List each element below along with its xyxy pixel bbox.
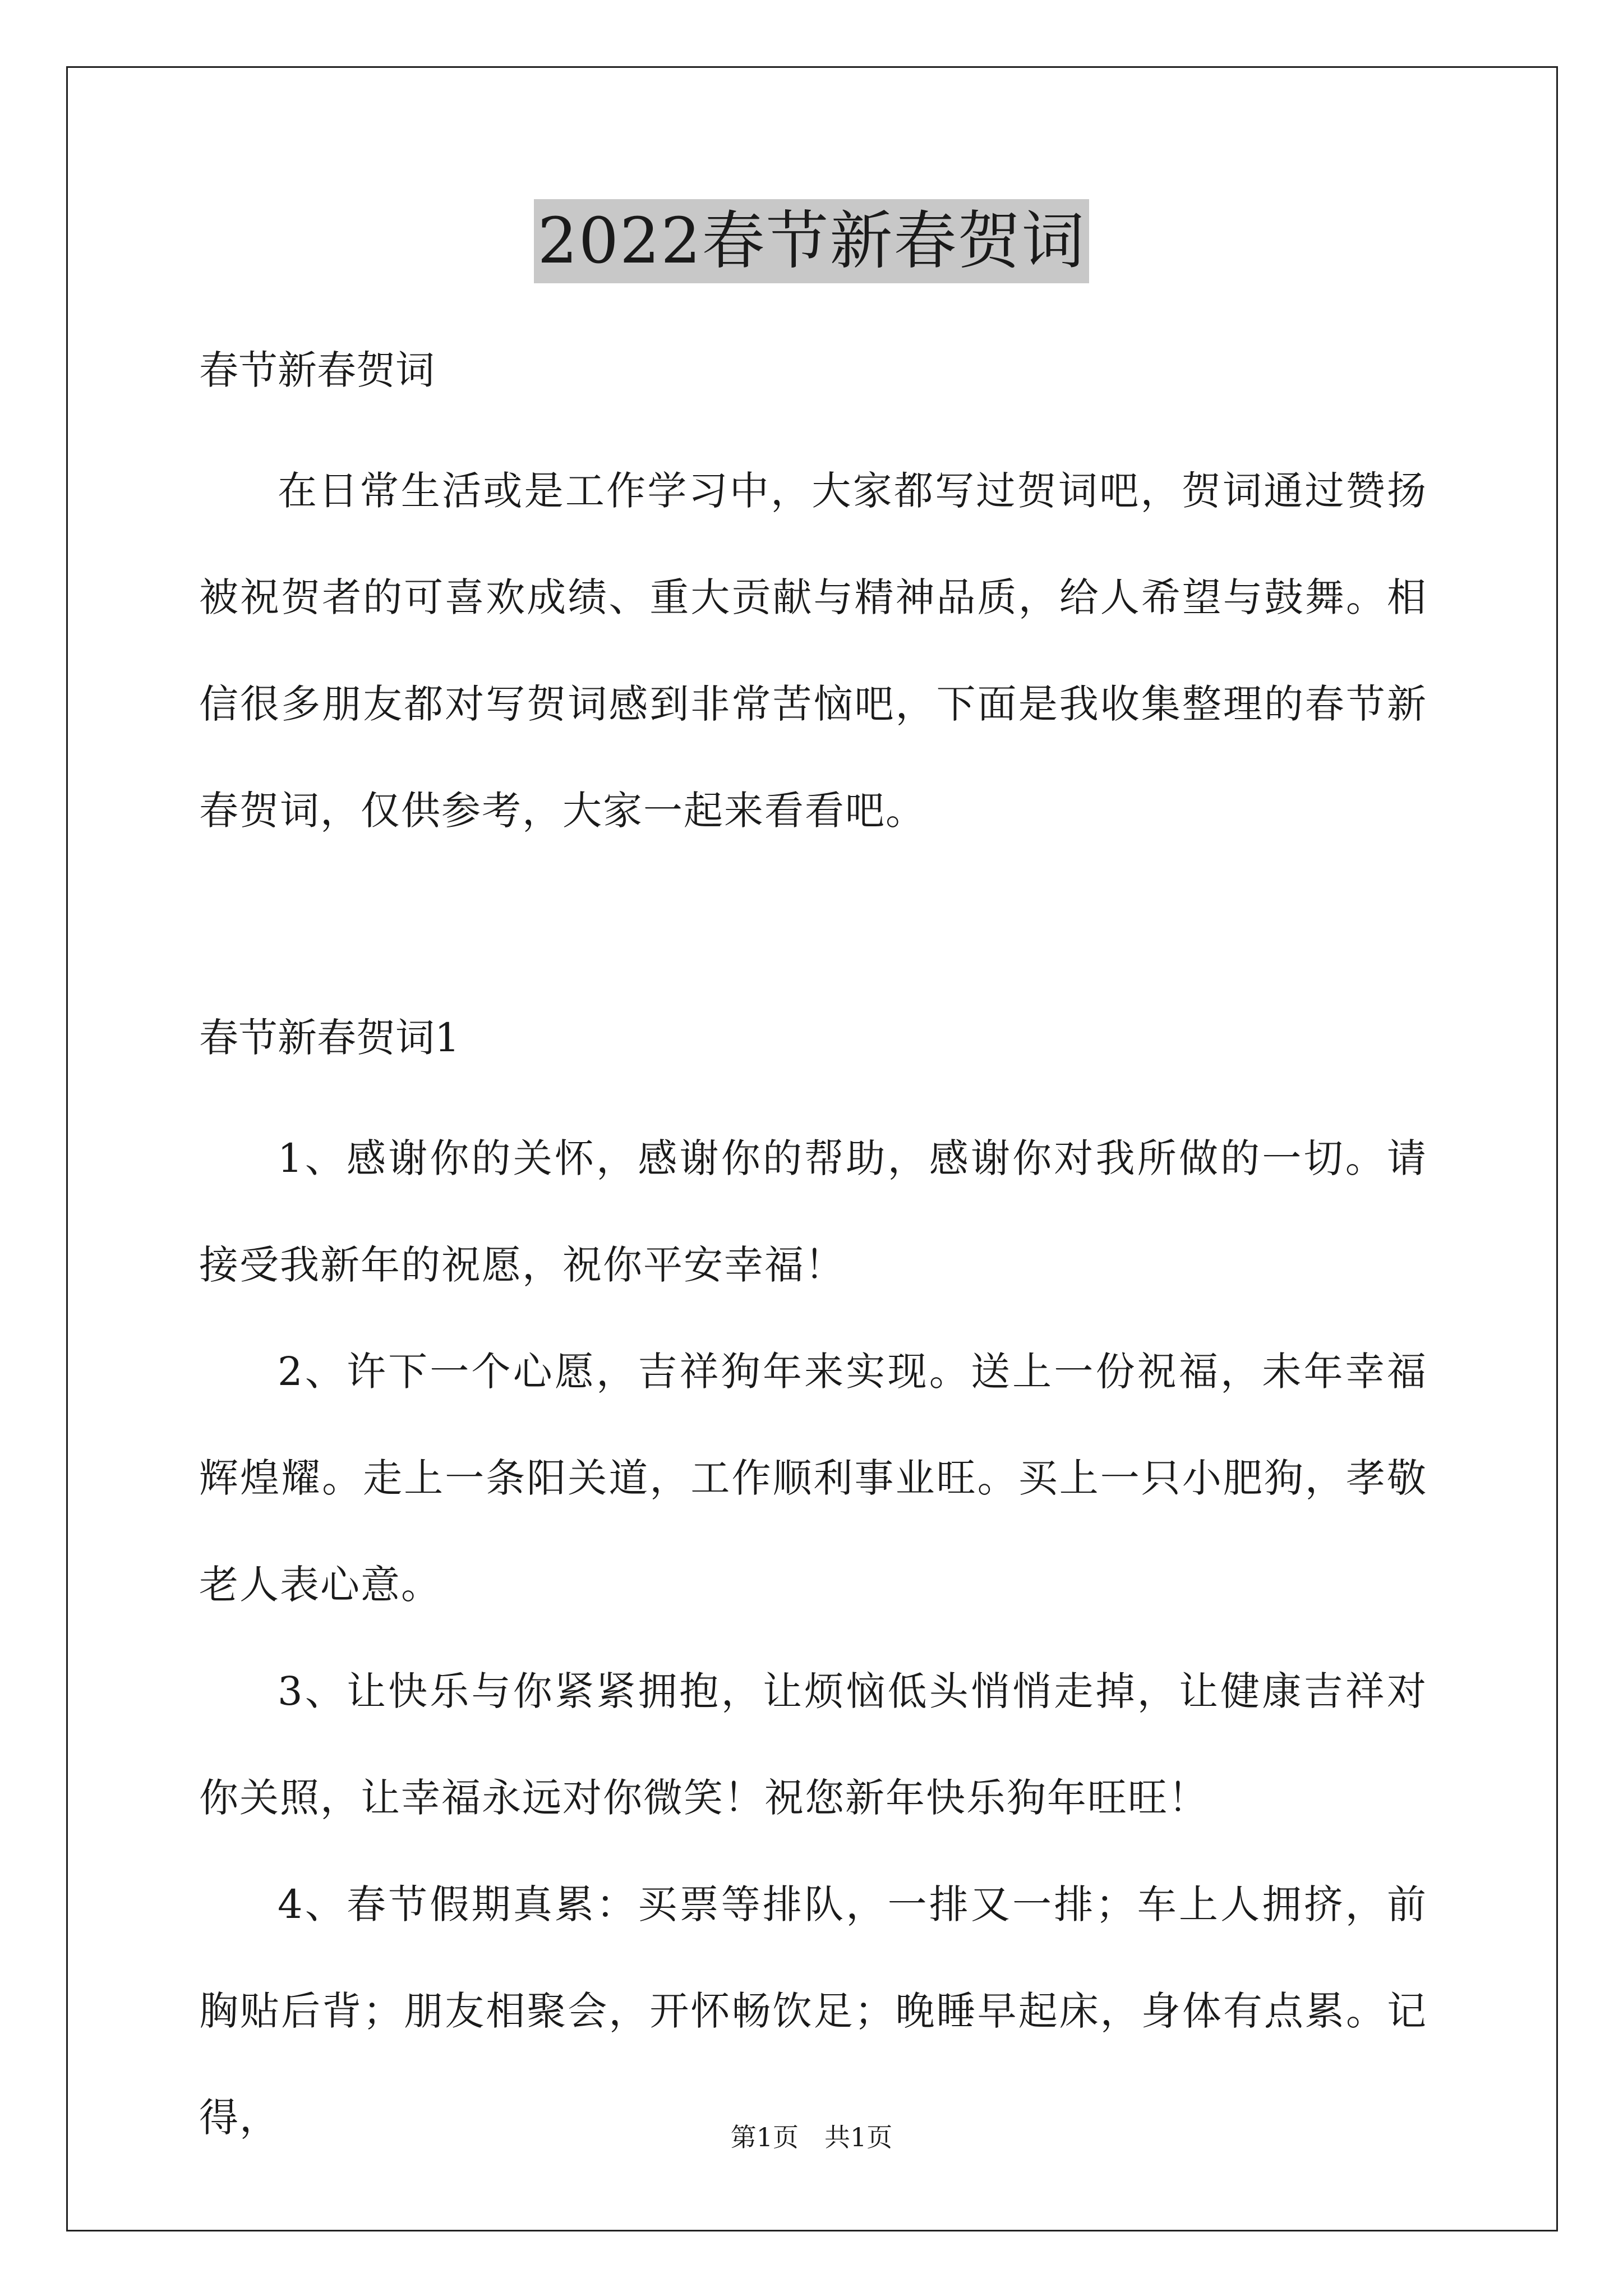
document-title: 2022春节新春贺词	[534, 199, 1089, 283]
paragraph-4: 4、春节假期真累：买票等排队，一排又一排；车上人拥挤，前胸贴后背；朋友相聚会，开怀畅饮足；晚睡早起床，身体有点累。记得，	[199, 1881, 1427, 2141]
paragraph-1: 1、感谢你的关怀，感谢你的帮助，感谢你对我所做的一切。请接受我新年的祝愿，祝你平安幸福！	[199, 1135, 1427, 1288]
paragraph-2: 2、许下一个心愿，吉祥狗年来实现。送上一份祝福，未年幸福辉煌耀。走上一条阳关道，工作顺利事业旺。买上一只小肥狗，孝敬老人表心意。	[199, 1349, 1427, 1608]
intro-paragraph: 在日常生活或是工作学习中，大家都写过贺词吧，贺词通过赞扬被祝贺者的可喜欢成绩、重大贡献与精神品质，给人希望与鼓舞。相信很多朋友都对写贺词感到非常苦恼吧，下面是我收集整理的春节新春贺词，仅供参考，大家一起来看看吧。	[199, 468, 1427, 834]
title-container	[0, 199, 1623, 283]
section-heading: 春节新春贺词1	[199, 1015, 460, 1061]
page-footer: 第1页 共1页	[730, 2122, 893, 2152]
intro-heading: 春节新春贺词	[199, 347, 435, 393]
document-body	[199, 337, 1427, 2171]
paragraph-3: 3、让快乐与你紧紧拥抱，让烦恼低头悄悄走掉，让健康吉祥对你关照，让幸福永远对你微笑！祝您新年快乐狗年旺旺！	[199, 1668, 1427, 1821]
